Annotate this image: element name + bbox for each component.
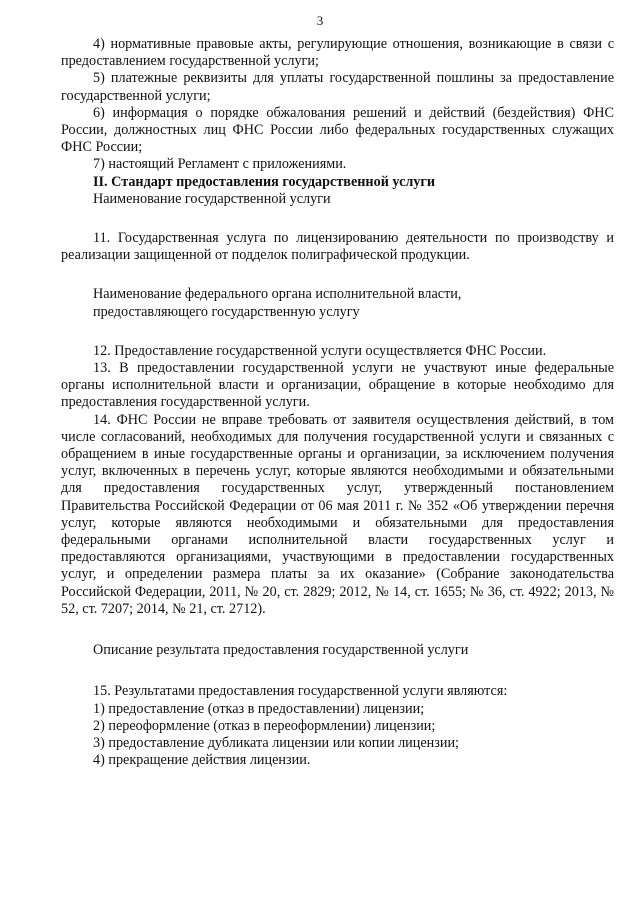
paragraph-11: 11. Государственная услуга по лицензированию деятельности по производству и реализации защищенной от подделок полиграфической продукции. [61,230,614,264]
subheading-authority-line-2: предоставляющего государственную услугу [93,303,360,320]
list-item: 7) настоящий Регламент с приложениями. [93,156,347,173]
subheading-result: Описание результата предоставления государственной услуги [93,642,469,659]
paragraph-15: 15. Результатами предоставления государственной услуги являются: [93,683,508,700]
list-item: 6) информация о порядке обжалования решений и действий (бездействия) ФНС России, должностных лиц ФНС России либо федеральных государственных служащих ФНС России; [61,104,614,156]
paragraph-13: 13. В предоставлении государственной услуги не участвуют иные федеральные органы исполнительной власти и организации, обращение в которые необходимо для предоставления государственной услуги. [61,360,614,411]
section-title: II. Стандарт предоставления государственной услуги [93,173,436,190]
paragraph-12: 12. Предоставление государственной услуги осуществляется ФНС России. [93,342,547,359]
list-item: 4) нормативные правовые акты, регулирующие отношения, возникающие в связи с предоставлением государственной услуги; [61,36,614,70]
page-number: 3 [316,13,324,28]
subheading-authority-line-1: Наименование федерального органа исполнительной власти, [93,286,462,303]
list-item: 3) предоставление дубликата лицензии или копии лицензии; [93,734,459,751]
list-item: 4) прекращение действия лицензии. [93,752,311,769]
subheading-service-name: Наименование государственной услуги [93,190,331,207]
list-item: 2) переоформление (отказ в переоформлении) лицензии; [93,717,436,734]
list-item: 5) платежные реквизиты для уплаты государственной пошлины за предоставление государственной услуги; [61,70,614,104]
document-body [61,36,614,769]
paragraph-14: 14. ФНС России не вправе требовать от заявителя осуществления действий, в том числе согласований, необходимых для получения государственной услуги и связанных с обращением в иные государственные органы и организации, за исключением получения услуг, включенных в перечень услуг, которые являются необходимыми и обязательными для предоставления государственных услуг, утвержденный постановлением Правительства Российской Федерации от 06 мая 2011 г. № 352 «Об утверждении перечня услуг, которые являются необходимыми и обязательными для предоставления федеральными органами исполнительной власти государственных услуг и предоставляются организациями, участвующими в предоставлении государственных услуг, и определении размера платы за их оказание» (Собрание законодательства Российской Федерации, 2011, № 20, ст. 2829; 2012, № 14, ст. 1655; № 36, ст. 4922; 2013, № 52, ст. 7207; 2014, № 21, ст. 2712). [61,411,614,617]
list-item: 1) предоставление (отказ в предоставлении) лицензии; [93,700,425,717]
